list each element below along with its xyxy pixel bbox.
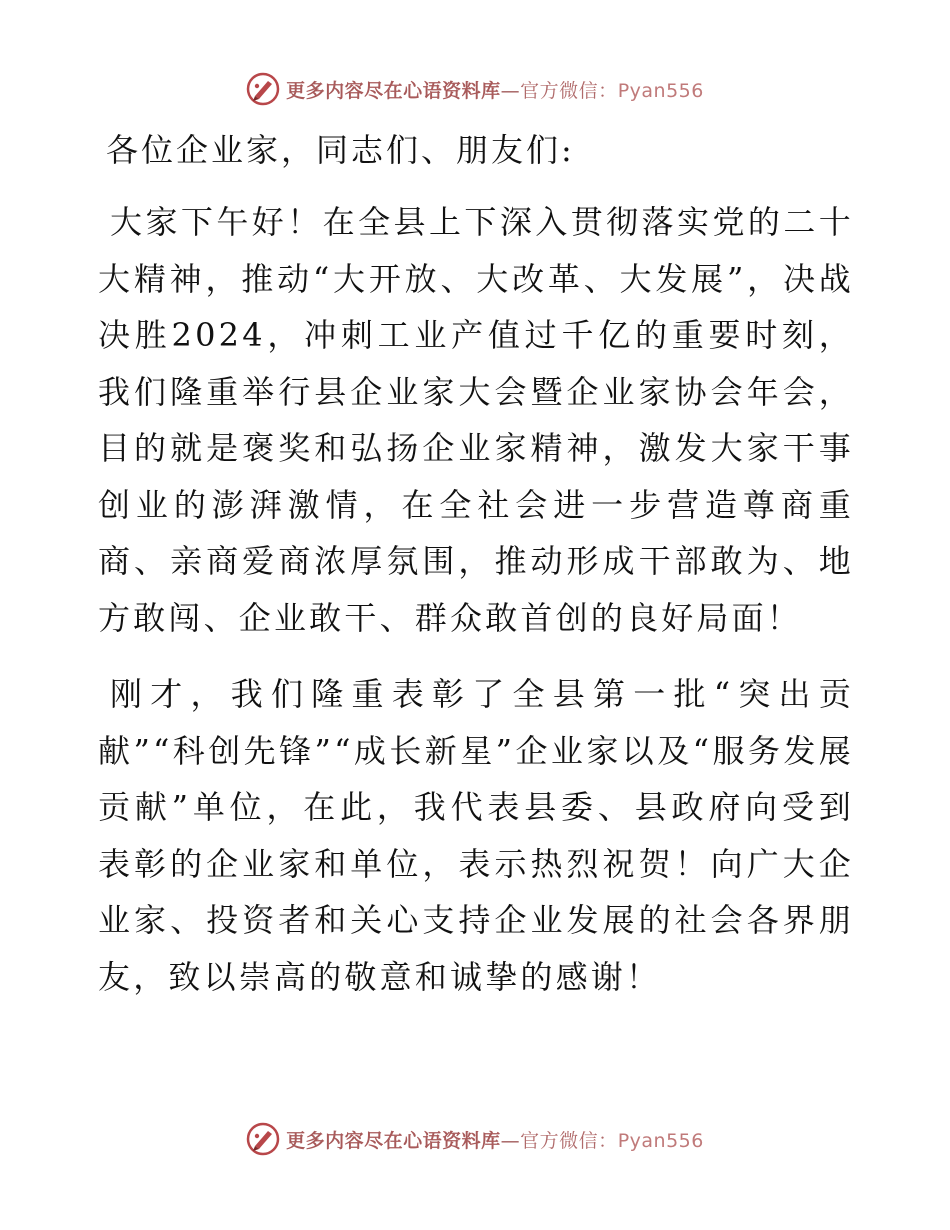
watermark-id: Pyan556 <box>617 79 704 102</box>
watermark-id: Pyan556 <box>617 1129 704 1152</box>
header-watermark <box>0 72 950 106</box>
watermark-separator: — <box>500 79 521 102</box>
watermark-contact: 官方微信： <box>520 79 618 102</box>
watermark-main: 更多内容尽在心语资料库 <box>286 1129 501 1152</box>
watermark-text <box>286 76 704 103</box>
watermark-text <box>286 1126 704 1153</box>
watermark-separator: — <box>500 1129 521 1152</box>
salutation: 各位企业家，同志们、朋友们: <box>106 131 575 169</box>
watermark-main: 更多内容尽在心语资料库 <box>286 79 501 102</box>
watermark-contact: 官方微信： <box>520 1129 618 1152</box>
paragraph-1: 大家下午好！在全县上下深入贯彻落实党的二十大精神，推动“大开放、大改革、大发展”，决战决胜2024，冲刺工业产值过千亿的重要时刻，我们隆重举行县企业家大会暨企业家协会年会，目的就是褒奖和弘扬企业家精神，激发大家干事创业的澎湃激情，在全社会进一步营造尊商重商、亲商爱商浓厚氛围，推动形成干部敢为、地方敢闯、企业敢干、群众敢首创的良好局面！ <box>98 203 854 637</box>
paragraph-2: 刚才，我们隆重表彰了全县第一批“突出贡献”“科创先锋”“成长新星”企业家以及“服务发展贡献”单位，在此，我代表县委、县政府向受到表彰的企业家和单位，表示热烈祝贺！向广大企业家、投资者和关心支持企业发展的社会各界朋友，致以崇高的敬意和诚挚的感谢！ <box>98 675 854 996</box>
document-body <box>98 124 854 1025</box>
pen-logo-icon <box>246 72 280 106</box>
footer-watermark <box>0 1122 950 1156</box>
pen-logo-icon <box>246 1122 280 1156</box>
